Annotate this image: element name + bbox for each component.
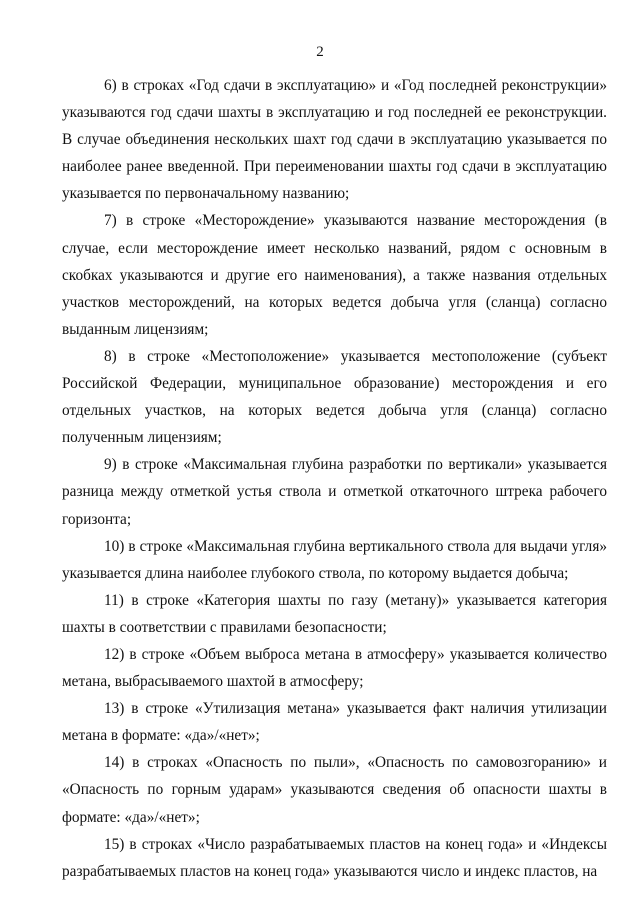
paragraph-6: 6) в строках «Год сдачи в эксплуатацию» и «Год последней реконструкции» указываются год сдачи шахты в эксплуатацию и год последней ее реконструкции. В случае объединения нескольких шахт год сдачи в эксплуатацию указывается по наиболее ранее введенной. При переименовании шахты год сдачи в эксплуатацию указывается по первоначальному названию; [62,77,607,203]
paragraph-15: 15) в строках «Число разрабатываемых пластов на конец года» и «Индексы разрабатываемых пластов на конец года» указываются число и индекс пластов, на [62,835,607,880]
paragraph-13: 13) в строке «Утилизация метана» указывается факт наличия утилизации метана в формате: «да»/«нет»; [62,700,607,745]
paragraph-9: 9) в строке «Максимальная глубина разработки по вертикали» указывается разница между отметкой устья ствола и отметкой откаточного штрека рабочего горизонта; [62,456,607,528]
paragraph-14: 14) в строках «Опасность по пыли», «Опасность по самовозгоранию» и «Опасность по горным ударам» указываются сведения об опасности шахты в формате: «да»/«нет»; [62,754,607,826]
paragraph-7: 7) в строке «Месторождение» указываются название месторождения (в случае, если месторождение имеет несколько названий, рядом с основным в скобках указываются и другие его наименования), а также названия отдельных участков месторождений, на которых ведется добыча угля (сланца) согласно выданным лицензиям; [62,212,607,338]
paragraph-10: 10) в строке «Максимальная глубина вертикального ствола для выдачи угля» указывается длина наиболее глубокого ствола, по которому выдается добыча; [62,537,607,582]
paragraph-11: 11) в строке «Категория шахты по газу (метану)» указывается категория шахты в соответствии с правилами безопасности; [62,591,607,636]
page-number: 2 [316,44,324,60]
paragraph-8: 8) в строке «Местоположение» указывается местоположение (субъект Российской Федерации, муниципальное образование) месторождения и его отдельных участков, на которых ведется добыча угля (сланца) согласно полученным лицензиям; [62,347,607,447]
paragraph-12: 12) в строке «Объем выброса метана в атмосферу» указывается количество метана, выбрасываемого шахтой в атмосферу; [62,645,607,691]
document-body [62,72,607,885]
